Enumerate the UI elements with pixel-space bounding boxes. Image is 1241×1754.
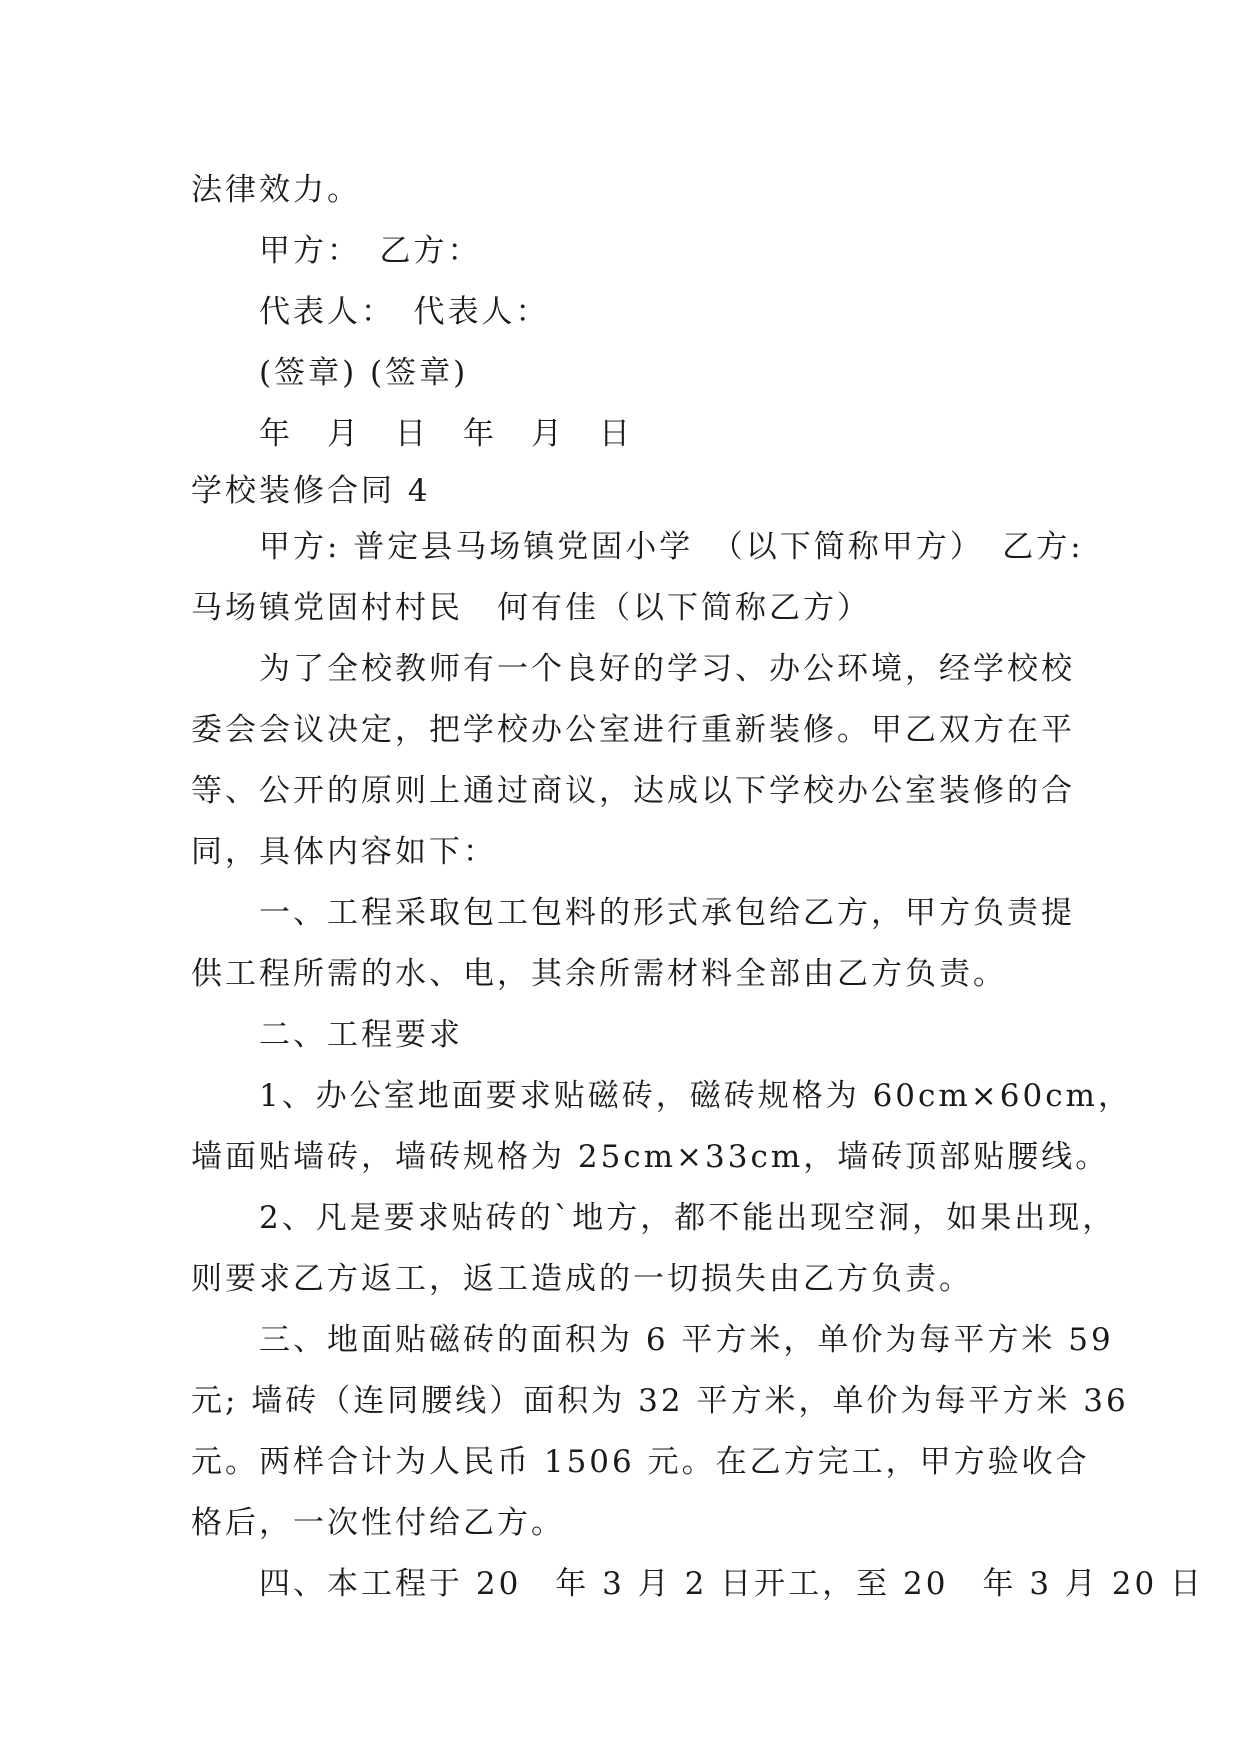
paragraph-line: 三、地面贴磁砖的面积为 6 平方米，单价为每平方米 59 <box>259 1322 1114 1358</box>
paragraph-line: 等、公开的原则上通过商议，达成以下学校办公室装修的合 <box>191 773 1075 809</box>
paragraph-line: 马场镇党固村村民 何有佳（以下简称乙方） <box>191 590 871 626</box>
paragraph-line: 法律效力。 <box>191 172 361 208</box>
paragraph-line: 1、办公室地面要求贴磁砖，磁砖规格为 60cm×60cm， <box>259 1078 1132 1114</box>
representative-label-line: 代表人： 代表人： <box>259 294 550 330</box>
paragraph-line: 元; 墙砖（连同腰线）面积为 32 平方米，单价为每平方米 36 <box>191 1383 1129 1419</box>
clause-heading: 二、工程要求 <box>259 1017 463 1053</box>
signature-seal-line: (签章) (签章) <box>259 355 469 391</box>
paragraph-line: 则要求乙方返工，返工造成的一切损失由乙方负责。 <box>191 1261 973 1297</box>
paragraph-line: 四、本工程于 20 年 3 月 2 日开工，至 20 年 3 月 20 日 <box>259 1566 1205 1602</box>
paragraph-line: 墙面贴墙砖，墙砖规格为 25cm×33cm，墙砖顶部贴腰线。 <box>191 1139 1110 1175</box>
date-line: 年 月 日 年 月 日 <box>259 416 633 452</box>
paragraph-line: 2、凡是要求贴砖的`地方，都不能出现空洞，如果出现， <box>259 1200 1117 1236</box>
paragraph-line: 委会会议决定，把学校办公室进行重新装修。甲乙双方在平 <box>191 712 1075 748</box>
paragraph-line: 元。两样合计为人民币 1506 元。在乙方完工，甲方验收合 <box>191 1444 1090 1480</box>
paragraph-line: 为了全校教师有一个良好的学习、办公环境，经学校校 <box>259 651 1075 687</box>
paragraph-line: 供工程所需的水、电，其余所需材料全部由乙方负责。 <box>191 956 1007 992</box>
party-label-line: 甲方： 乙方： <box>259 233 482 269</box>
paragraph-line: 甲方: 普定县马场镇党固小学 （以下简称甲方） 乙方: <box>259 529 1084 565</box>
paragraph-line: 一、工程采取包工包料的形式承包给乙方，甲方负责提 <box>259 895 1075 931</box>
paragraph-line: 格后，一次性付给乙方。 <box>191 1505 565 1541</box>
paragraph-line: 同，具体内容如下： <box>191 834 497 870</box>
document-body <box>191 160 1205 1615</box>
section-title: 学校装修合同 4 <box>191 473 431 509</box>
